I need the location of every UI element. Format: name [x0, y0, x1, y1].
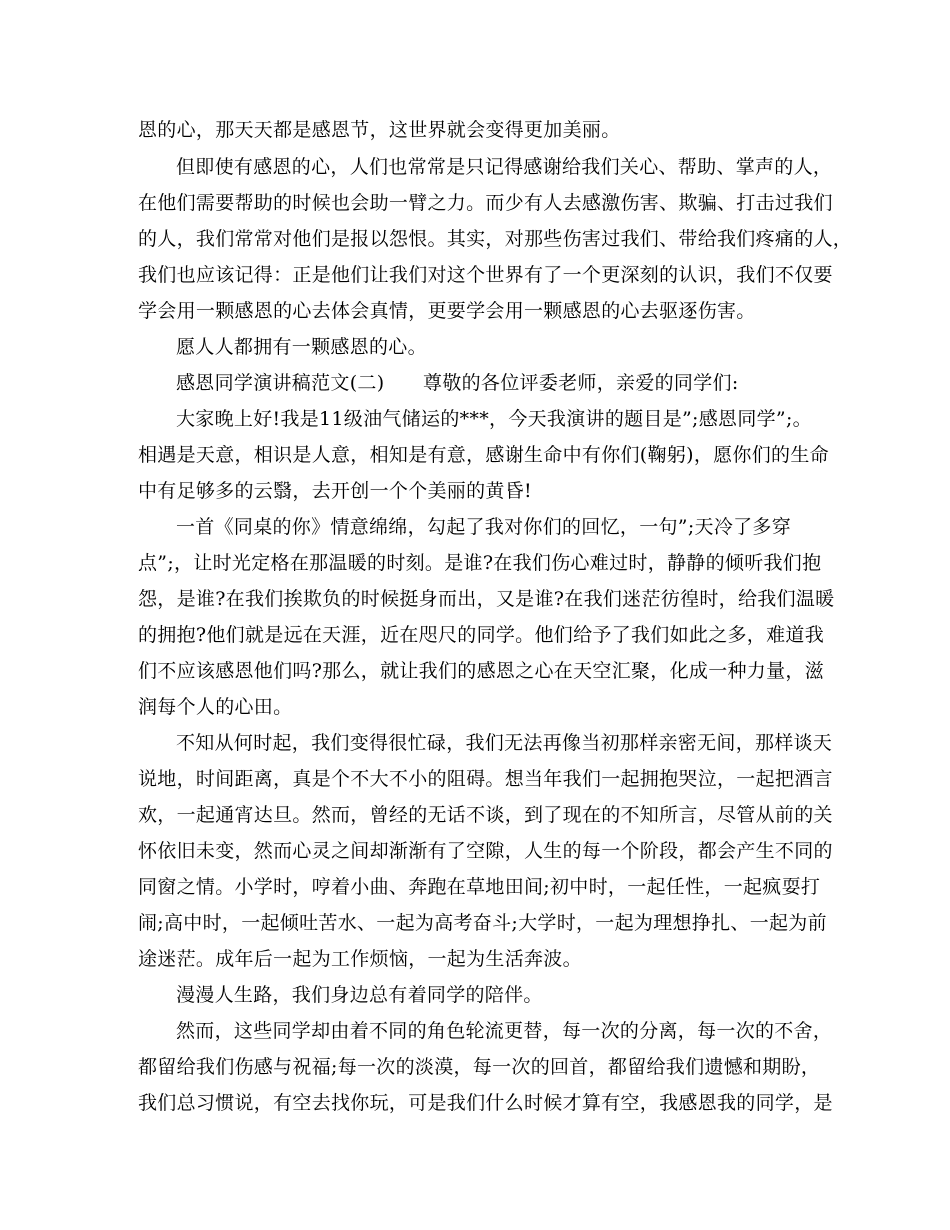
- text-line: 润每个人的心田。: [138, 696, 293, 718]
- text-line: 愿人人都拥有一颗感恩的心。: [176, 336, 427, 358]
- text-line: 点”;，让时光定格在那温暖的时刻。是谁?在我们伤心难过时，静静的倾听我们抱: [138, 552, 822, 574]
- text-line: 途迷茫。成年后一起为工作烦恼，一起为生活奔波。: [138, 948, 582, 970]
- text-line: 欢，一起通宵达旦。然而，曾经的无话不谈，到了现在的不知所言，尽管从前的关: [138, 804, 833, 826]
- text-line: 说地，时间距离，真是个不大不小的阻碍。想当年我们一起拥抱哭泣，一起把酒言: [138, 768, 833, 790]
- text-line: 但即使有感恩的心，人们也常常是只记得感谢给我们关心、帮助、掌声的人，: [176, 156, 833, 178]
- text-line: 闹;高中时，一起倾吐苦水、一起为高考奋斗;大学时，一起为理想挣扎、一起为前: [138, 912, 827, 934]
- text-line: 不知从何时起，我们变得很忙碌，我们无法再像当初那样亲密无间，那样谈天: [176, 732, 833, 754]
- text-line: 感恩同学演讲稿范文(二) 尊敬的各位评委老师，亲爱的同学们:: [176, 372, 739, 394]
- text-line: 的人，我们常常对他们是报以怨恨。其实，对那些伤害过我们、带给我们疼痛的人，: [138, 228, 853, 250]
- text-line: 我们也应该记得：正是他们让我们对这个世界有了一个更深刻的认识，我们不仅要: [138, 264, 833, 286]
- text-line: 漫漫人生路，我们身边总有着同学的陪伴。: [176, 984, 543, 1006]
- text-line: 相遇是天意，相识是人意，相知是有意，感谢生命中有你们(鞠躬)，愿你们的生命: [138, 444, 829, 466]
- text-line: 都留给我们伤感与祝福;每一次的淡漠，每一次的回首，都留给我们遗憾和期盼，: [138, 1056, 821, 1078]
- text-line: 学会用一颗感恩的心去体会真情，更要学会用一颗感恩的心去驱逐伤害。: [138, 300, 756, 322]
- text-line: 大家晚上好!我是11级油气储运的***，今天我演讲的题目是”;感恩同学”;。: [176, 408, 812, 430]
- text-line: 中有足够多的云翳，去开创一个个美丽的黄昏!: [138, 480, 532, 502]
- text-line: 同窗之情。小学时，哼着小曲、奔跑在草地田间;初中时，一起任性，一起疯耍打: [138, 876, 821, 898]
- text-line: 们不应该感恩他们吗?那么，就让我们的感恩之心在天空汇聚，化成一种力量，滋: [138, 660, 824, 682]
- text-line: 的拥抱?他们就是远在天涯，近在咫尺的同学。他们给予了我们如此之多，难道我: [138, 624, 824, 646]
- text-line: 然而，这些同学却由着不同的角色轮流更替，每一次的分离，每一次的不舍，: [176, 1020, 833, 1042]
- text-line: 怀依旧未变，然而心灵之间却渐渐有了空隙，人生的每一个阶段，都会产生不同的: [138, 840, 833, 862]
- text-line: 在他们需要帮助的时候也会助一臂之力。而少有人去感激伤害、欺骗、打击过我们: [138, 192, 833, 214]
- text-line: 恩的心，那天天都是感恩节，这世界就会变得更加美丽。: [138, 119, 621, 141]
- text-line: 我们总习惯说，有空去找你玩，可是我们什么时候才算有空，我感恩我的同学，是: [138, 1092, 833, 1114]
- text-line: 怨，是谁?在我们挨欺负的时候挺身而出，又是谁?在我们迷茫彷徨时，给我们温暖: [138, 588, 835, 610]
- text-line: 一首《同桌的你》情意绵绵，勾起了我对你们的回忆，一句”;天冷了多穿: [176, 516, 792, 538]
